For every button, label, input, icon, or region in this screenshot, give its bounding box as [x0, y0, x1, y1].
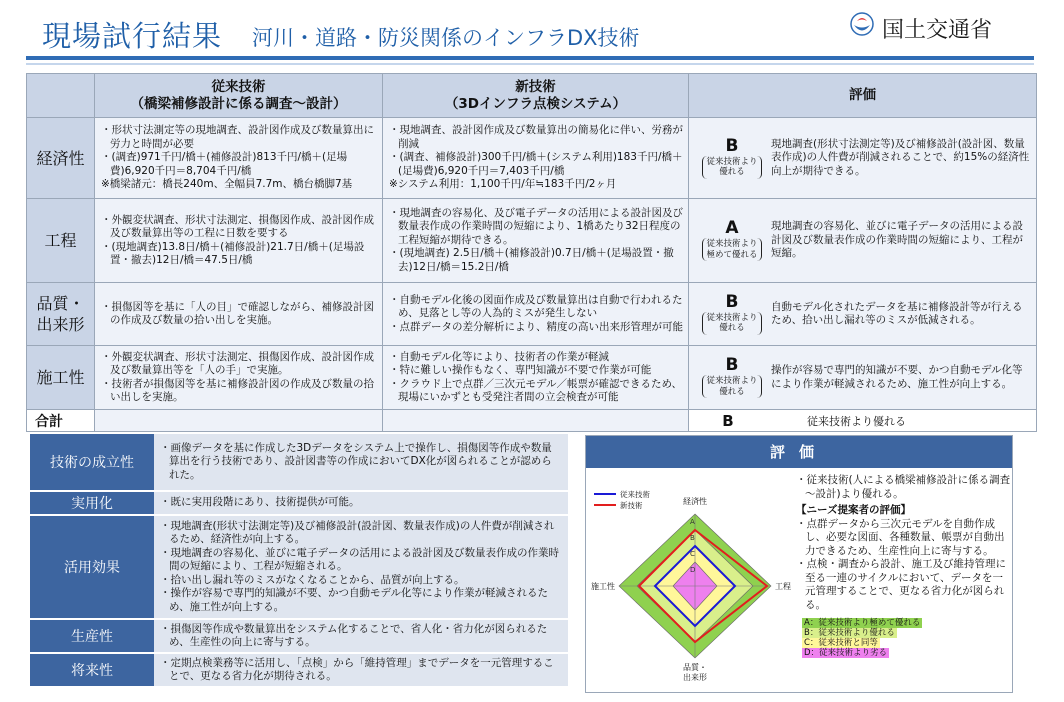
list-item: ・自動モデル化後の図面作成及び数量算出は自動で行われるため、見落とし等の人為的ミスが発生しない — [389, 293, 683, 320]
row-label-line: 品質・ — [36, 294, 85, 313]
level-label-c: C — [690, 550, 695, 558]
header-old-tech-line1: 従来技術 — [211, 78, 266, 95]
total-eval-cell — [689, 410, 1037, 432]
info-row — [30, 654, 568, 686]
grade-legend-d: D：従来技術より劣る — [804, 648, 888, 658]
eval-text: 現地調査の容易化、並びに電子データの活用による設計図及び数量表作成の作業時間の短縮により、工程が短縮。 — [771, 220, 1023, 260]
grade-note-line: 従来技術より — [706, 312, 758, 323]
grade-note-line: 優れる — [719, 167, 745, 177]
axis-label-economy: 経済性 — [683, 497, 707, 506]
table-row — [27, 118, 1037, 199]
eval-cell — [689, 199, 1037, 283]
header-eval: 評価 — [689, 74, 1037, 118]
legend-old-label: 従来技術 — [620, 490, 650, 499]
eval-cell — [689, 346, 1037, 410]
header-old-tech — [95, 74, 383, 118]
list-item: ・特に難しい操作もなく、専門知識が不要で作業が可能 — [389, 364, 652, 376]
total-new-cell — [383, 410, 689, 432]
info-value — [154, 434, 568, 490]
grade-letter: B — [725, 135, 739, 156]
eval-text: 自動モデル化されたデータを基に補修設計等が行えるため、拾い出し漏れ等のミスが低減される。 — [771, 300, 1023, 326]
needs-item: ・点検・調査から設計、施工及び維持管理に至る一連のサイクルにおいて、データを一元管理することで、更なる省力化が図られる。 — [796, 558, 1006, 611]
list-item: ・点群データの差分解析により、精度の高い出来形管理が可能 — [389, 320, 683, 333]
comparison-table — [26, 73, 1037, 432]
eval-text: 現地調査(形状寸法測定等)及び補修設計(設計図、数量表作成)の人件費が削減されることで、約15%の経済性向上が期待できる。 — [771, 137, 1030, 177]
panel-title — [586, 436, 1012, 468]
new-cell — [383, 199, 689, 283]
table-row — [27, 199, 1037, 283]
legend-new-label: 新技術 — [620, 501, 643, 510]
list-item: ・損傷図等を基に「人の目」で確認しながら、補修設計図の作成及び数量の拾い出しを実施。 — [101, 300, 374, 326]
info-row — [30, 434, 568, 490]
info-value — [154, 620, 568, 652]
list-item: ・拾い出し漏れ等のミスがなくなることから、品質が向上する。 — [160, 573, 465, 586]
new-cell — [383, 118, 689, 199]
grade-note — [702, 375, 761, 398]
list-item: ・現地調査(形状寸法測定等)及び補修設計(設計図、数量表作成)の人件費が削減されるため、経済性が向上する。 — [160, 519, 555, 546]
info-label: 将来性 — [30, 654, 154, 686]
total-old-cell — [95, 410, 383, 432]
panel-title-text: 評価 — [769, 443, 828, 461]
axis-label-quality: 品質・出来形 — [683, 663, 707, 682]
needs-title: 【ニーズ提案者の評価】 — [796, 504, 911, 516]
list-item: ・形状寸法測定等の現地調査、設計図作成及び数量算出に労力と時間が必要 — [101, 124, 374, 150]
list-item: ・現地調査の容易化、並びに電子データの活用による設計図及び数量表作成の作業時間の短縮により、工程が短縮される。 — [160, 546, 559, 573]
axis-label-schedule: 工程 — [775, 582, 791, 591]
list-item: ・クラウド上で点群／三次元モデル／帳票が確認できるため、現場にいかずとも受発注者間の立会検査が可能 — [389, 377, 683, 403]
info-value — [154, 492, 568, 514]
eval-text: 操作が容易で専門的知識が不要、かつ自動モデル化等により作業が軽減されるため、施工性が向上する。 — [771, 364, 1023, 390]
list-item: ※システム利用：1,100千円/年≒183千円/2ヶ月 — [389, 178, 617, 191]
list-item: ・(調査、補修設計)300千円/橋＋(システム利用)183千円/橋＋(足場費)6,920千円＝7,403千円/橋 — [389, 151, 683, 177]
page-header — [0, 0, 1064, 66]
list-item: ※橋梁諸元：橋長240m、全幅員7.7m、橋台橋脚7基 — [101, 178, 353, 191]
list-item: ・自動モデル化等により、技術者の作業が軽減 — [389, 350, 609, 363]
list-item: ・現地調査の容易化、及び電子データの活用による設計図及び数量表作成の作業時間の短縮により、1橋あたり32日程度の工程短縮が期待できる。 — [389, 206, 683, 246]
header-new-tech — [383, 74, 689, 118]
info-label: 技術の成立性 — [30, 434, 154, 490]
table-header-row — [27, 74, 1037, 118]
old-cell — [95, 118, 383, 199]
list-item: ・現地調査、設計図作成及び数量算出の簡易化に伴い、労務が削減 — [389, 124, 683, 150]
eval-cell — [689, 118, 1037, 199]
grade-legend — [802, 618, 1012, 658]
table-row — [27, 283, 1037, 346]
grade-legend-c: C：従来技術と同等 — [804, 638, 878, 648]
list-item: ・(現地調査)13.8日/橋＋(補修設計)21.7日/橋＋(足場設置・撤去)12日/橋＝47.5日/橋 — [101, 240, 365, 266]
list-item: ・定期点検業務等に活用し、「点検」から「維持管理」までデータを一元管理することで、更なる省力化が期待される。 — [160, 656, 554, 682]
grade-legend-a: A：従来技術より極めて優れる — [804, 618, 921, 628]
row-label: 工程 — [27, 199, 95, 283]
ministry-name: 国土交通省 — [882, 18, 993, 43]
old-cell — [95, 283, 383, 346]
list-item: ・外観変状調査、形状寸法測定、損傷図作成、設計図作成及び数量算出等の工程に日数を要する — [101, 213, 374, 239]
grade-note-line: 優れる — [719, 323, 745, 333]
info-value — [154, 516, 568, 618]
list-item: ・技術者が損傷図等を基に補修設計図の作成及び数量の拾い出しを実施。 — [101, 377, 374, 403]
level-label-b: B — [690, 534, 695, 542]
info-row — [30, 516, 568, 618]
total-text: 従来技術より優れる — [807, 414, 906, 428]
list-item: ・操作が容易で専門的知識が不要、かつ自動モデル化等により作業が軽減されるため、施工性が向上する。 — [160, 587, 548, 613]
panel-summary: ・従来技術(人による橋梁補修設計に係る調査～設計)より優れる。 — [796, 474, 1011, 500]
new-cell — [383, 283, 689, 346]
row-label-line: 出来形 — [36, 315, 85, 334]
total-grade: B — [722, 411, 734, 430]
row-label — [27, 283, 95, 346]
evaluation-panel — [585, 435, 1013, 693]
grade-note — [702, 238, 761, 261]
info-label: 生産性 — [30, 620, 154, 652]
header-rule — [26, 56, 1034, 60]
info-row — [30, 620, 568, 652]
info-label: 実用化 — [30, 492, 154, 514]
old-cell — [95, 346, 383, 410]
axis-label-workability: 施工性 — [591, 582, 615, 591]
ministry-logo-icon — [850, 12, 874, 36]
grade-letter: B — [725, 291, 739, 312]
level-label-a: A — [690, 518, 695, 526]
list-item: ・(調査)971千円/橋＋(補修設計)813千円/橋＋(足場費)6,920千円＝8,704千円/橋 — [101, 151, 348, 177]
row-label: 施工性 — [27, 346, 95, 410]
list-item: ・既に実用段階にあり、技術提供が可能。 — [160, 496, 360, 509]
radar-chart — [586, 476, 804, 692]
header-new-tech-line1: 新技術 — [515, 78, 556, 95]
grade-note-line: 優れる — [719, 386, 745, 397]
list-item: ・画像データを基に作成した3Dデータをシステム上で操作し、損傷図等作成や数量算出を行う技術であり、設計図書等の作成においてDX化が図られることが認められた。 — [160, 441, 552, 481]
grade-note — [702, 312, 761, 335]
info-label: 活用効果 — [30, 516, 154, 618]
grade-note-line: 従来技術より — [706, 156, 758, 167]
list-item: ・(現地調査) 2.5日/橋＋(補修設計)0.7日/橋＋(足場設置・撤去)12日/橋＝15.2日/橋 — [389, 247, 674, 273]
row-label: 経済性 — [27, 118, 95, 199]
grade-note-line: 従来技術より — [706, 239, 758, 249]
page-title: 現場試行結果 — [42, 19, 223, 53]
info-row — [30, 492, 568, 514]
grade-note — [702, 156, 761, 179]
header-blank — [27, 74, 95, 118]
header-old-tech-line2: （橋梁補修設計に係る調査～設計） — [130, 95, 347, 112]
needs-item: ・点群データから三次元モデルを自動作成し、必要な図面、各種数量、帳票が自動出力できるため、生産性向上に寄与する。 — [796, 517, 1005, 557]
grade-letter: A — [725, 218, 739, 238]
info-value — [154, 654, 568, 686]
grade-letter: B — [725, 355, 739, 375]
level-label-d: D — [690, 566, 696, 574]
panel-notes — [796, 474, 1012, 658]
header-new-tech-line2: （3Dインフラ点検システム） — [444, 95, 627, 112]
total-label: 合計 — [27, 410, 95, 432]
header-rule-light — [26, 63, 1034, 65]
list-item: ・損傷図等作成や数量算出をシステム化することで、省人化・省力化が図られるため、生産性の向上に寄与する。 — [160, 622, 548, 648]
old-cell — [95, 199, 383, 283]
grade-legend-b: B：従来技術より優れる — [804, 628, 895, 638]
table-row — [27, 346, 1037, 410]
new-cell — [383, 346, 689, 410]
total-row — [27, 410, 1037, 432]
eval-cell — [689, 283, 1037, 346]
list-item: ・外観変状調査、形状寸法測定、損傷図作成、設計図作成及び数量算出等を「人の手」で実施。 — [101, 350, 374, 376]
page-subtitle: 河川・道路・防災関係のインフラDX技術 — [252, 26, 640, 50]
grade-note-line: 従来技術より — [706, 376, 758, 386]
grade-note-line: 極めて優れる — [706, 249, 758, 260]
info-table — [30, 432, 568, 688]
